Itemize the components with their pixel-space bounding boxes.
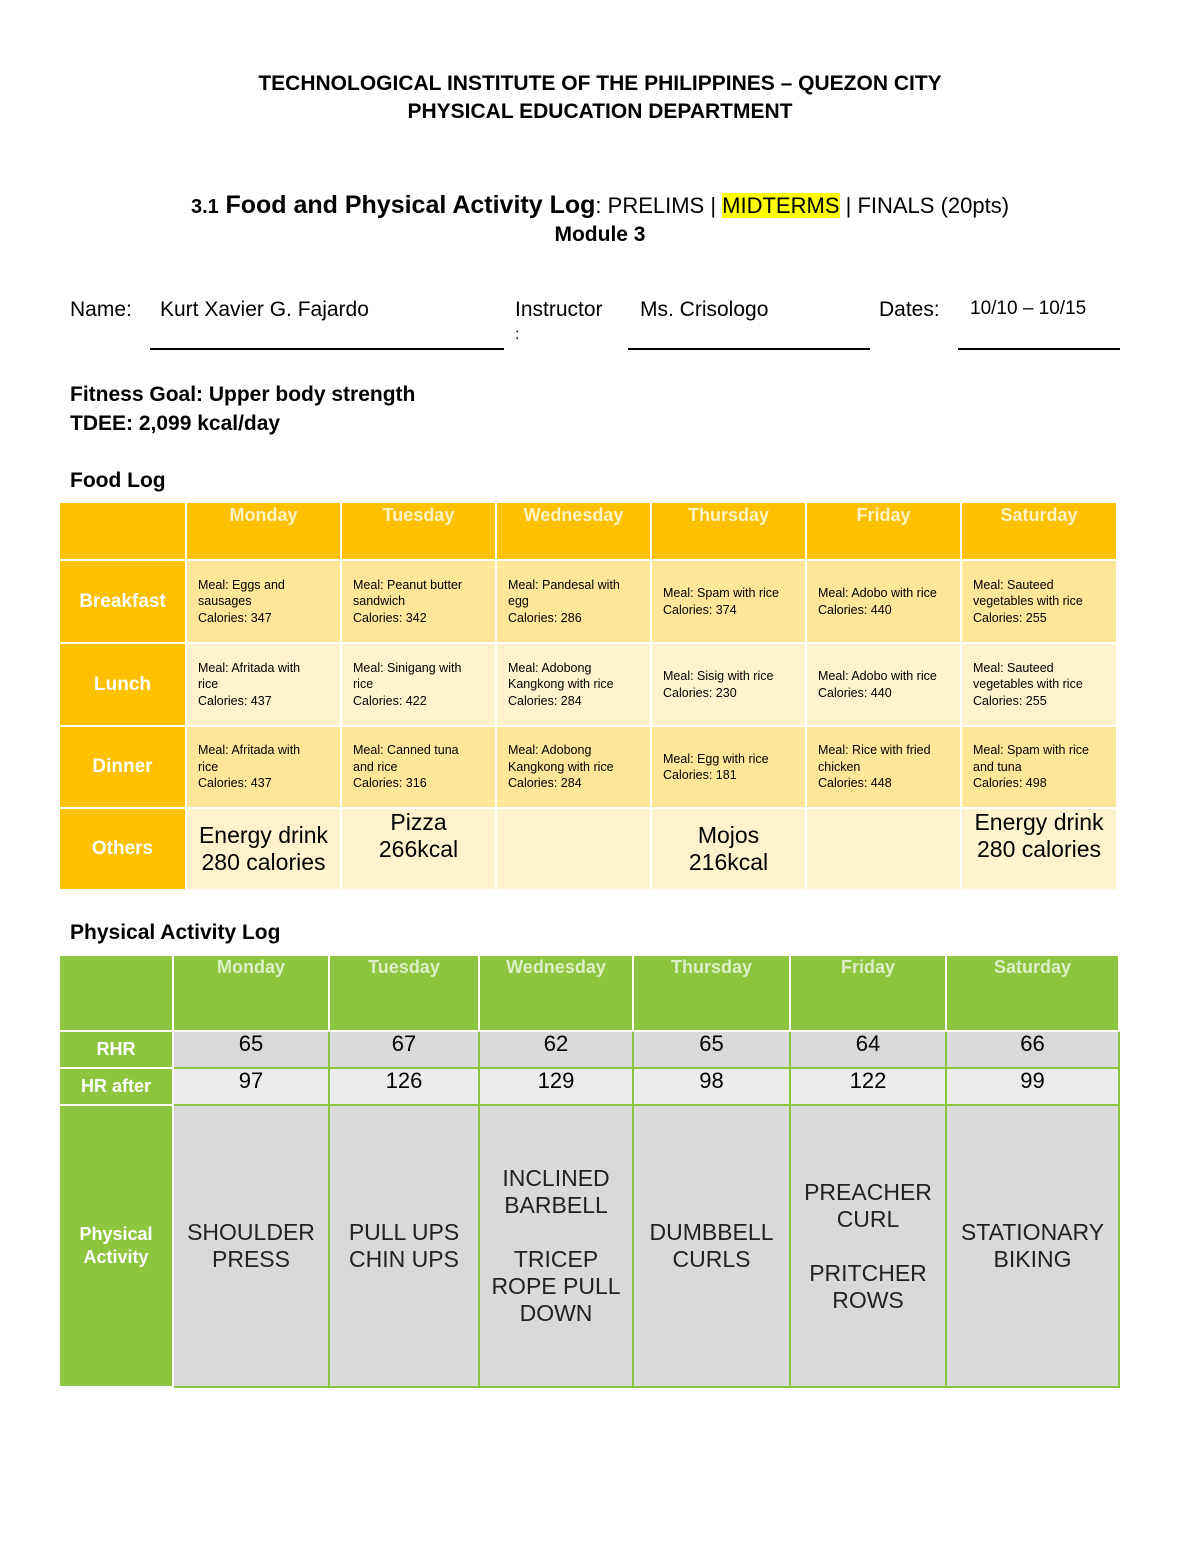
others-cell [652,809,807,891]
activity-header-corner [60,956,174,1032]
food-row-breakfast [60,561,1118,644]
meal-line: and tuna [973,759,1022,774]
meal-line: chicken [818,759,861,774]
meal-cell [807,561,962,644]
meal-line: sandwich [353,594,406,609]
name-underline [150,348,504,350]
calories-line: Calories: 448 [818,776,892,791]
others-cell [342,809,497,891]
rhr-value: 65 [174,1032,330,1069]
calories-line: Calories: 284 [508,776,582,791]
meal-line: Meal: Afritada with [198,660,301,675]
meal-line: Meal: Adobong [508,660,592,675]
calories-line: Calories: 440 [818,685,892,700]
meal-line: vegetables with rice [973,677,1083,692]
calories-line: Calories: 374 [663,602,737,617]
row-label-breakfast: Breakfast [60,561,187,644]
activity-header-row [60,956,1120,1032]
meal-cell [962,644,1118,727]
title-number: 3.1 [190,196,219,218]
food-header-row [60,503,1118,561]
food-day-header: Monday [187,503,342,561]
hr-after-value: 126 [330,1069,480,1106]
meal-line: Meal: Spam with rice [663,586,780,600]
activity-value: DUMBBELL CURLS [634,1106,791,1388]
meal-cell [187,727,342,809]
calories-line: Calories: 286 [508,610,582,625]
title-colon: : [595,193,602,218]
rhr-value: 67 [330,1032,480,1069]
activity-day-header: Wednesday [480,956,634,1032]
row-label-activity: Physical Activity [60,1106,174,1388]
meal-line: sausages [198,594,252,609]
meal-line: Meal: Adobo with rice [818,669,937,683]
title-name: Food and Physical Activity Log [225,191,596,219]
meal-line: Meal: Sinigang with [353,660,462,675]
meal-line: Meal: Pandesal with [508,577,620,592]
activity-value: STATIONARY BIKING [947,1106,1120,1388]
food-day-header: Wednesday [497,503,652,561]
meal-line: vegetables with rice [973,594,1083,609]
hr-after-value: 122 [791,1069,947,1106]
meal-cell [187,561,342,644]
food-row-dinner [60,727,1118,809]
food-log-title: Food Log [70,469,166,492]
meal-line: Meal: Adobo with rice [818,586,937,600]
meal-cell [807,644,962,727]
dates-label: Dates: [879,298,940,321]
instructor-value: Ms. Crisologo [640,298,769,321]
calories-line: Calories: 437 [198,776,272,791]
rhr-row [60,1032,1120,1069]
meal-cell [497,727,652,809]
meal-line: Meal: Sauteed [973,577,1054,592]
food-header-corner [60,503,187,561]
calories-line: Calories: 347 [198,610,272,625]
calories-line: Calories: 181 [663,768,737,782]
rhr-value: 64 [791,1032,947,1069]
name-label: Name: [70,298,132,321]
rhr-value: 65 [634,1032,791,1069]
activity-row [60,1106,1120,1388]
meal-cell [187,644,342,727]
calories-line: Calories: 316 [353,776,427,791]
activity-day-header: Friday [791,956,947,1032]
term-prelims: PRELIMS | [601,193,723,218]
calories-line: Calories: 284 [508,693,582,708]
activity-log-title: Physical Activity Log [70,921,281,944]
others-item: Pizza [390,809,447,835]
hr-after-value: 98 [634,1069,791,1106]
activity-log-table [60,956,1120,1388]
activity-value: PULL UPS CHIN UPS [330,1106,480,1388]
meal-cell [342,644,497,727]
module-label: Module 3 [554,223,646,246]
rhr-value: 62 [480,1032,634,1069]
food-day-header: Thursday [652,503,807,561]
others-calories: 280 calories [976,836,1102,862]
food-day-header: Friday [807,503,962,561]
others-calories: 280 calories [201,849,326,875]
term-finals: | FINALS (20pts) [839,193,1010,218]
tdee: TDEE: 2,099 kcal/day [70,412,281,435]
name-value: Kurt Xavier G. Fajardo [160,298,369,321]
activity-day-header: Tuesday [330,956,480,1032]
calories-line: Calories: 230 [663,685,737,700]
row-label-rhr: RHR [60,1032,174,1069]
calories-line: Calories: 498 [973,776,1047,791]
food-row-others [60,809,1118,891]
meal-cell [497,644,652,727]
activity-day-header: Monday [174,956,330,1032]
goal-block [70,380,415,438]
dates-underline [958,348,1120,350]
calories-line: Calories: 342 [353,610,427,625]
others-item: Energy drink [198,822,329,848]
meal-line: Meal: Rice with fried [818,743,931,758]
hr-after-value: 99 [947,1069,1120,1106]
fitness-goal: Fitness Goal: Upper body strength [70,383,416,406]
meal-cell [652,561,807,644]
others-cell [962,809,1118,891]
meal-cell [807,727,962,809]
activity-value: SHOULDER PRESS [174,1106,330,1388]
others-calories: 216kcal [688,849,769,875]
hr-after-value: 129 [480,1069,634,1106]
food-log-table [60,503,1118,891]
meal-line: Meal: Spam with rice [973,743,1090,758]
row-label-hr-after: HR after [60,1069,174,1106]
meal-line: Meal: Adobong [508,743,592,758]
calories-line: Calories: 422 [353,693,427,708]
meal-line: rice [353,677,374,692]
activity-day-header: Thursday [634,956,791,1032]
institution-name: TECHNOLOGICAL INSTITUTE OF THE PHILIPPINES – QUEZON CITY [258,72,942,95]
meal-line: Kangkong with rice [508,759,614,774]
meal-cell [497,561,652,644]
document-title [0,188,1200,224]
calories-line: Calories: 440 [818,602,892,617]
calories-line: Calories: 437 [198,693,272,708]
instructor-label: Instructor [515,298,603,321]
meal-line: Meal: Sisig with rice [663,669,774,683]
food-day-header: Tuesday [342,503,497,561]
others-cell-empty [807,809,962,891]
meal-line: rice [198,677,219,692]
meal-line: Kangkong with rice [508,677,614,692]
meal-line: Meal: Peanut butter [353,577,463,592]
food-day-header: Saturday [962,503,1118,561]
meal-cell [962,561,1118,644]
department-name: PHYSICAL EDUCATION DEPARTMENT [407,100,793,123]
meal-line: Meal: Afritada with [198,743,301,758]
instructor-underline [628,348,870,350]
document-header [0,70,1200,126]
meal-line: Meal: Egg with rice [663,751,769,766]
meal-cell [342,561,497,644]
others-item: Energy drink [974,809,1104,835]
activity-value: PREACHER CURL PRITCHER ROWS [791,1106,947,1388]
rhr-value: 66 [947,1032,1120,1069]
meal-cell [962,727,1118,809]
others-cell [187,809,342,891]
others-cell-empty [497,809,652,891]
calories-line: Calories: 255 [973,693,1047,708]
meal-line: Meal: Sauteed [973,660,1054,675]
meal-line: Meal: Eggs and [198,577,285,592]
meal-cell [652,727,807,809]
dates-value: 10/10 – 10/15 [970,298,1087,319]
row-label-others: Others [60,809,187,891]
meal-line: and rice [353,759,398,774]
others-item: Mojos [697,822,760,848]
instructor-colon: : [515,326,520,343]
term-midterms-highlighted: MIDTERMS [722,193,840,218]
meal-cell [342,727,497,809]
meal-line: egg [508,594,529,609]
row-label-lunch: Lunch [60,644,187,727]
activity-value: INCLINED BARBELL TRICEP ROPE PULL DOWN [480,1106,634,1388]
row-label-dinner: Dinner [60,727,187,809]
others-calories: 266kcal [378,836,459,862]
meal-line: rice [198,759,219,774]
activity-day-header: Saturday [947,956,1120,1032]
meal-line: Meal: Canned tuna [353,743,459,758]
hr-after-row [60,1069,1120,1106]
hr-after-value: 97 [174,1069,330,1106]
meal-cell [652,644,807,727]
food-row-lunch [60,644,1118,727]
calories-line: Calories: 255 [973,610,1047,625]
